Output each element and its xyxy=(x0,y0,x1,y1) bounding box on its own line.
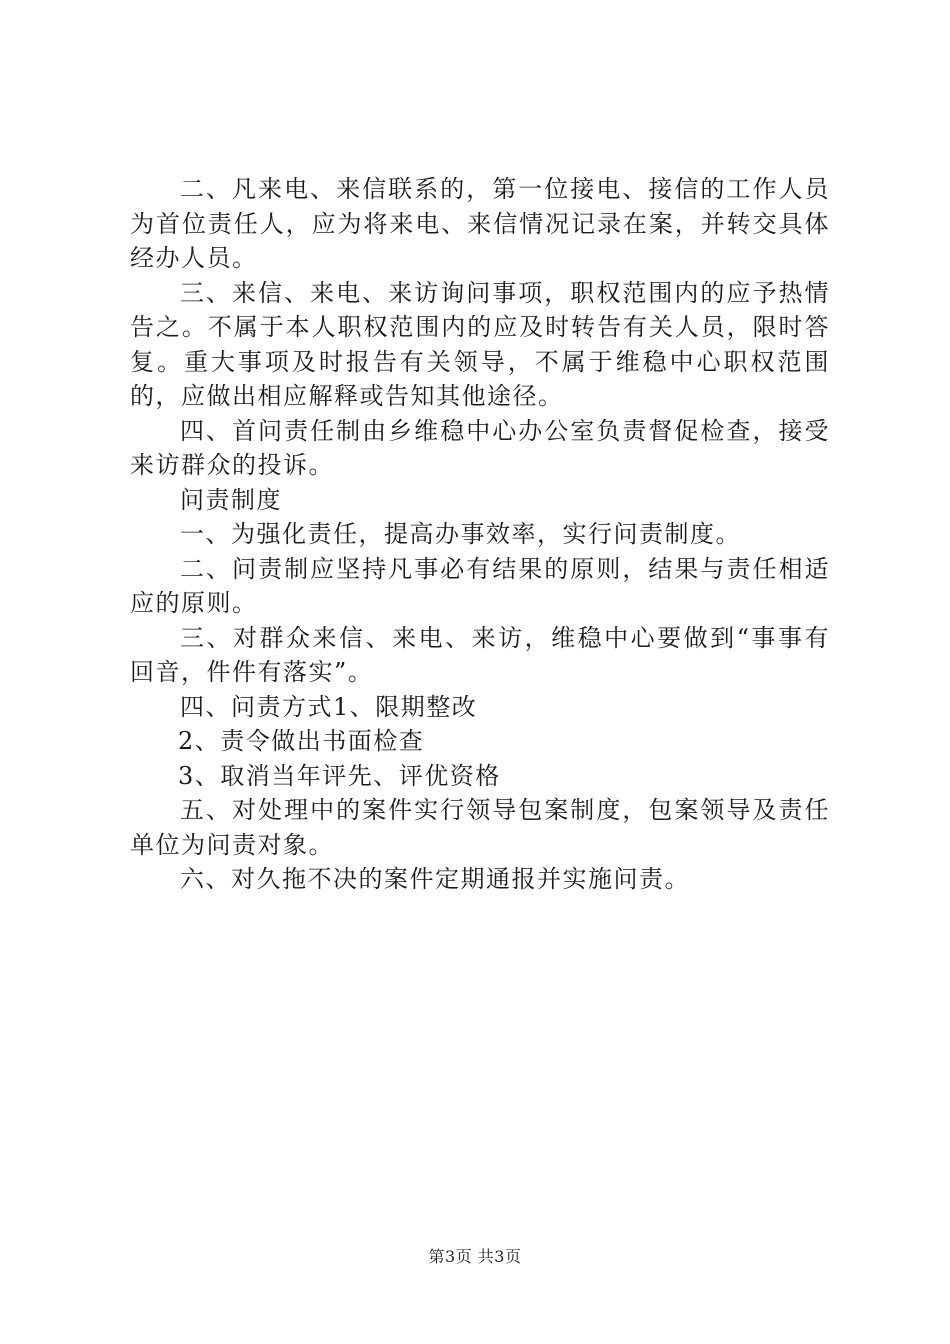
paragraph-accountability-5: 五、对处理中的案件实行领导包案制度，包案领导及责任单位为问责对象。 xyxy=(130,796,830,859)
document-body xyxy=(130,172,830,897)
list-item-cancel-eligibility: 3、取消当年评先、评优资格 xyxy=(178,761,501,790)
paragraph-accountability-2: 二、问责制应坚持凡事必有结果的原则，结果与责任相适应的原则。 xyxy=(130,554,830,617)
paragraph-accountability-3: 三、对群众来信、来电、来访，维稳中心要做到“事事有回音，件件有落实”。 xyxy=(130,623,830,686)
list-item-written-review: 2、责令做出书面检查 xyxy=(178,727,425,755)
paragraph-inquiry-handling: 三、来信、来电、来访询问事项，职权范围内的应予热情告之。不属于本人职权范围内的应及时转告有关人员，限时答复。重大事项及时报告有关领导，不属于维稳中心职权范围的，应做出相应解释或告知其他途径。 xyxy=(130,278,830,410)
paragraph-accountability-1: 一、为强化责任，提高办事效率，实行问责制度。 xyxy=(180,520,741,548)
paragraph-accountability-4: 四、问责方式1、限期整改 xyxy=(180,692,478,721)
paragraph-accountability-6: 六、对久拖不决的案件定期通报并实施问责。 xyxy=(180,865,690,893)
paragraph-supervision: 四、首问责任制由乡维稳中心办公室负责督促检查，接受来访群众的投诉。 xyxy=(130,416,830,479)
page-footer: 第3页 共3页 xyxy=(428,1247,522,1266)
paragraph-first-responsible: 二、凡来电、来信联系的，第一位接电、接信的工作人员为首位责任人，应为将来电、来信情况记录在案，并转交具体经办人员。 xyxy=(130,175,830,272)
section-heading-accountability: 问责制度 xyxy=(180,485,282,514)
